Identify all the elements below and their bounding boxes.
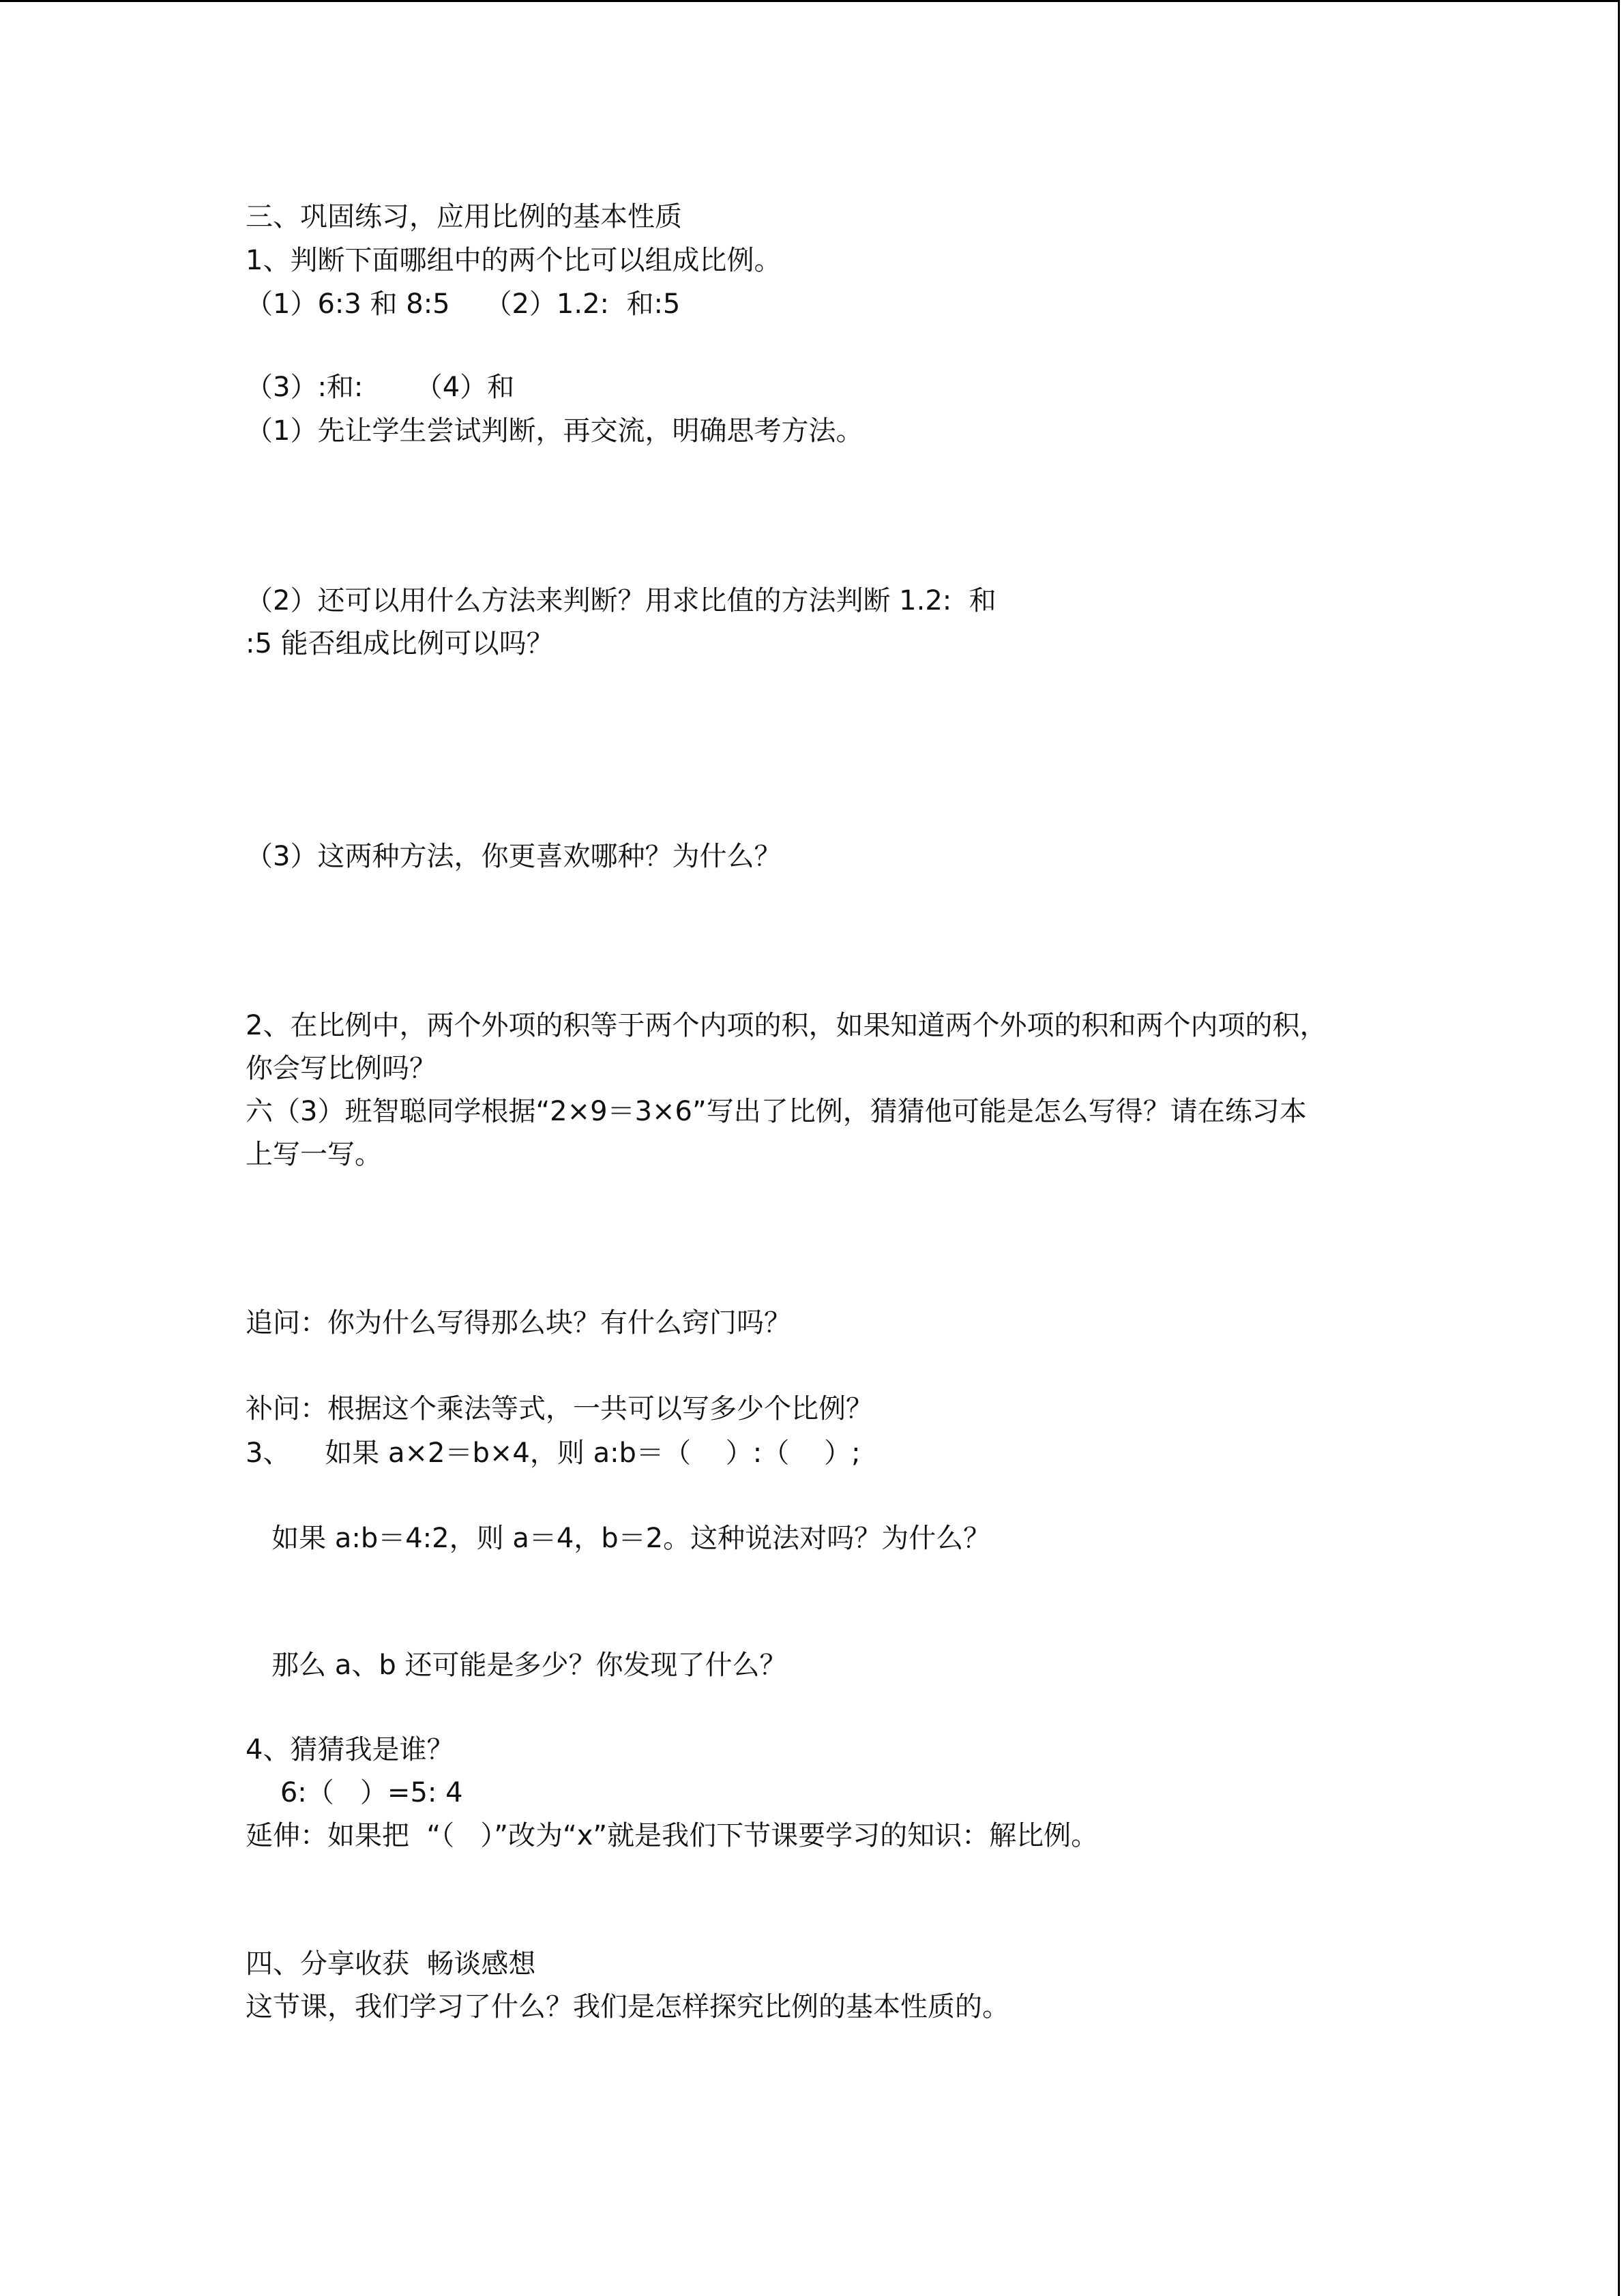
exercise-3-question-b: 那么 a、b 还可能是多少？你发现了什么？ <box>246 1650 787 1681</box>
exercise-2-prompt-cont: 上写一写。 <box>246 1139 382 1170</box>
section-heading-4: 四、分享收获 畅谈感想 <box>246 1948 536 1980</box>
section-heading-3: 三、巩固练习，应用比例的基本性质 <box>246 201 682 233</box>
exercise-3-title: 3、 如果 a×2＝b×4，则 a:b＝（ ）:（ ）; <box>246 1437 861 1469</box>
extra-question: 补问：根据这个乘法等式，一共可以写多少个比例？ <box>246 1393 873 1425</box>
exercise-1-items-a: （1）6:3 和 8:5 （2）1.2: 和:5 <box>246 288 681 320</box>
exercise-2-prompt: 六（3）班智聪同学根据“2×9＝3×6”写出了比例，猜猜他可能是怎么写得？请在练习本 <box>246 1096 1307 1127</box>
summary-question: 这节课，我们学习了什么？我们是怎样探究比例的基本性质的。 <box>246 1991 1009 2023</box>
exercise-1-items-b: （3）:和: （4）和 <box>246 372 515 403</box>
extension-note: 延伸：如果把 “（ ）”改为“x”就是我们下节课要学习的知识：解比例。 <box>246 1820 1099 1851</box>
step-2: （2）还可以用什么方法来判断？用求比值的方法判断 1.2: 和 <box>246 585 996 616</box>
step-1: （1）先让学生尝试判断，再交流，明确思考方法。 <box>246 415 863 447</box>
follow-up-question: 追问：你为什么写得那么块？有什么窍门吗？ <box>246 1307 791 1339</box>
step-3: （3）这两种方法，你更喜欢哪种？为什么？ <box>246 841 782 872</box>
exercise-1-title: 1、判断下面哪组中的两个比可以组成比例。 <box>246 245 782 276</box>
step-2-cont: :5 能否组成比例可以吗？ <box>246 628 554 659</box>
exercise-2-title: 2、在比例中，两个外项的积等于两个内项的积，如果知道两个外项的积和两个内项的积， <box>246 1010 1327 1041</box>
exercise-4-title: 4、猜猜我是谁？ <box>246 1734 454 1765</box>
exercise-2-title-cont: 你会写比例吗？ <box>246 1053 437 1084</box>
exercise-3-question-a: 如果 a:b＝4:2，则 a＝4，b＝2。这种说法对吗？为什么？ <box>246 1523 991 1554</box>
exercise-4-equation: 6:（ ）=5: 4 <box>246 1777 463 1808</box>
